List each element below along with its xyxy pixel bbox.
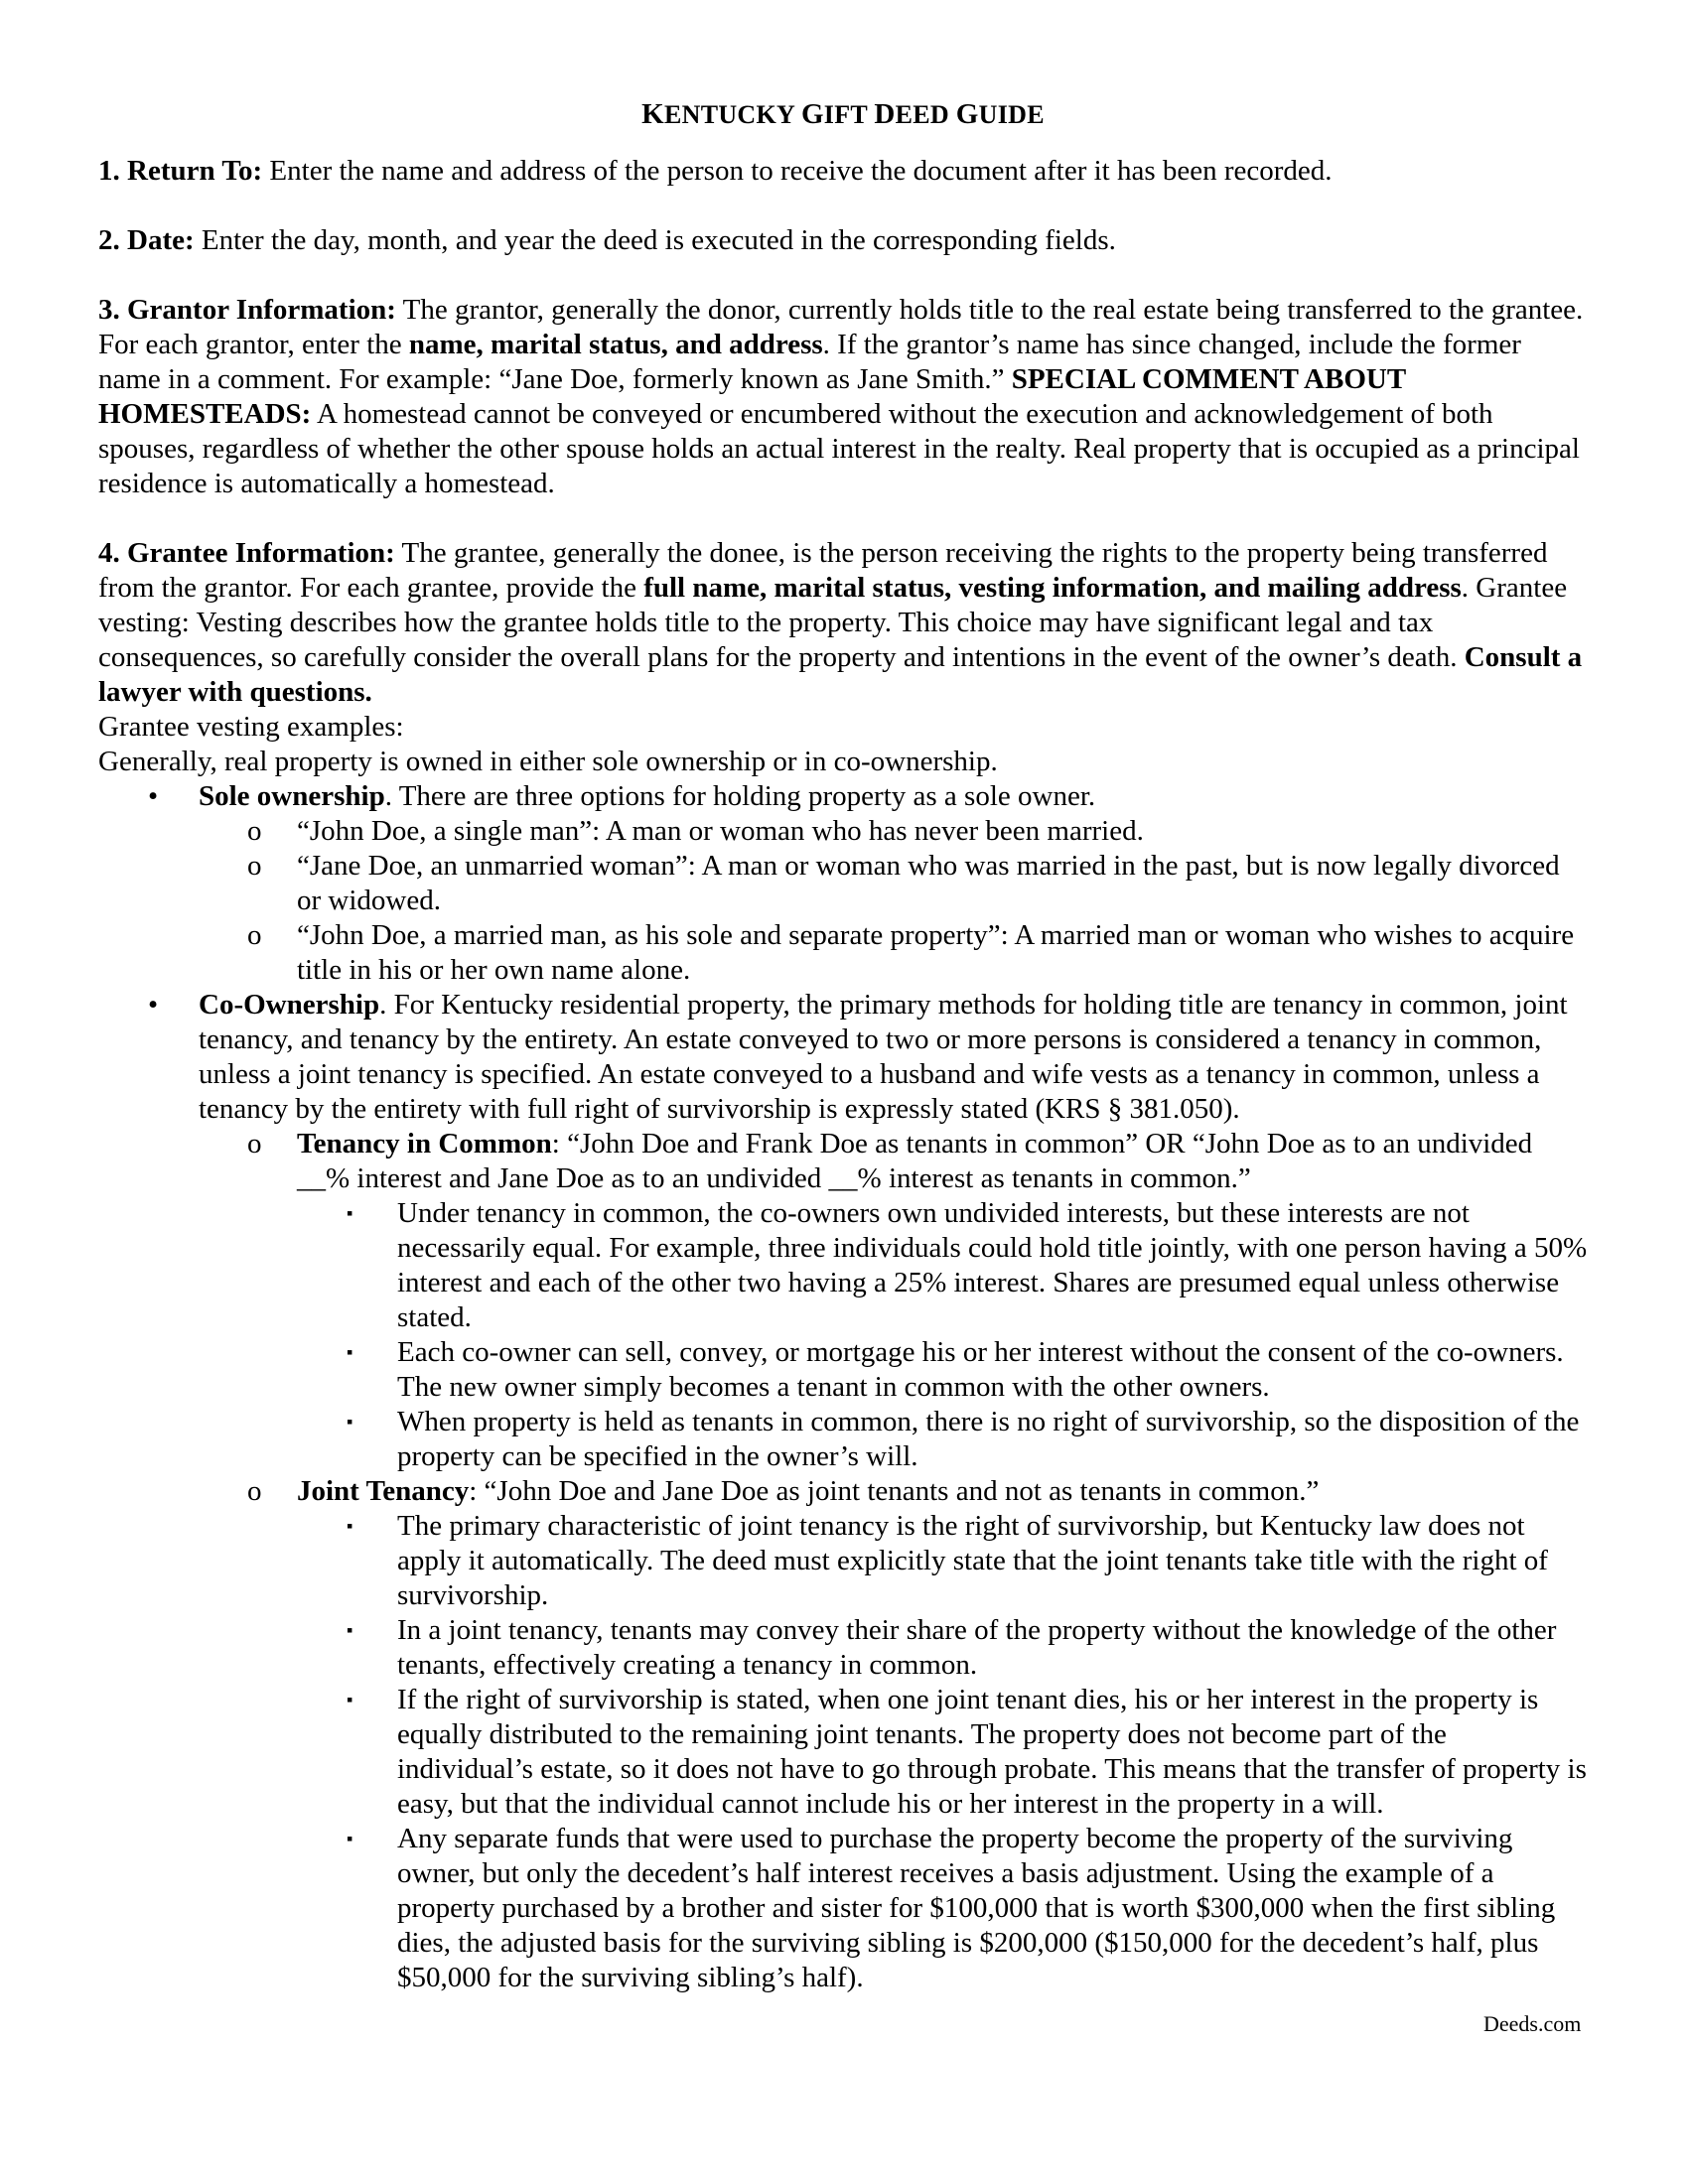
item-text: If the right of survivorship is stated, when one joint tenant dies, his or her interest in the property is equally distributed to the remaining joint tenants. The property does not become part of the individual’s estate, so it does not have to go through probate. This means that the transfer of property is easy, but that the individual cannot include his or her interest in the property in a will. (397, 1684, 1587, 1820)
item-text: “John Doe, a single man”: A man or woman who has never been married. (297, 815, 1144, 847)
vesting-intro: Generally, real property is owned in either sole ownership or in co-ownership. (98, 746, 998, 777)
square-marker: ▪ (347, 1690, 353, 1709)
title-part: IFT (823, 100, 875, 129)
list-item (98, 1822, 1588, 1995)
joint-tenancy-list (98, 1509, 1588, 1995)
item-text: In a joint tenancy, tenants may convey their share of the property without the knowledge of the other tenants, effectively creating a tenancy in common. (397, 1614, 1557, 1681)
page-title (98, 97, 1588, 132)
list-item (98, 1509, 1588, 1613)
title-part: G (955, 98, 979, 130)
item-text: : “John Doe and Frank Doe as tenants in common” OR “John Doe as to an undivided __% interest and Jane Doe as to an undivided __% interest as tenants in common.” (297, 1128, 1533, 1194)
section-bold-text: Consult a lawyer with questions. (98, 641, 1583, 708)
item-text: . There are three options for holding property as a sole owner. (384, 780, 1096, 812)
item-text: “John Doe, a married man, as his sole and separate property”: A married man or woman who wishes to acquire title in his or her own name alone. (297, 919, 1575, 986)
list-item (98, 1196, 1588, 1335)
item-label: Sole ownership (199, 780, 385, 812)
list-item (98, 849, 1588, 918)
vesting-heading: Grantee vesting examples: (98, 711, 404, 743)
item-text (98, 1127, 1588, 1196)
section-date (98, 223, 1588, 258)
section-label: 2. Date: (98, 224, 195, 256)
item-text: . For Kentucky residential property, the primary methods for holding title are tenancy in common, joint tenancy, and tenancy by the entirety. An estate conveyed to two or more persons is considered a tenancy in common, unless a joint tenancy is specified. An estate conveyed to a husband and wife vests as a tenancy in common, unless a tenancy by the entirety with full right of survivorship is expressly stated (KRS § 381.050). (199, 989, 1568, 1125)
section-text: The grantee, generally the donee, is the person receiving the rights to the property being transferred from the grantor. For each grantee, provide the (98, 537, 1548, 604)
section-label: 3. Grantor Information: (98, 294, 396, 326)
section-label: 4. Grantee Information: (98, 537, 395, 569)
square-marker: ▪ (347, 1342, 353, 1362)
item-text: Under tenancy in common, the co-owners own undivided interests, but these interests are not necessarily equal. For example, three individuals could hold title jointly, with one person having a 50% interest and each of the other two having a 25% interest. Shares are presumed equal unless otherwise stated. (397, 1197, 1588, 1333)
tenancy-in-common-list (98, 1196, 1588, 1474)
title-part: EED (895, 100, 956, 129)
item-text: The primary characteristic of joint tenancy is the right of survivorship, but Kentucky law does not apply it automatically. The deed must explicitly state that the joint tenants take title with the right of survivorship. (397, 1510, 1548, 1611)
circle-marker: o (247, 1475, 262, 1507)
section-bold-text: name, marital status, and address (408, 329, 823, 360)
list-item (98, 1474, 1588, 1995)
square-marker: ▪ (347, 1829, 353, 1848)
item-text: Any separate funds that were used to purchase the property become the property of the surviving owner, but only the decedent’s half interest receives a basis adjustment. Using the example of a property purchased by a brother and sister for $100,000 that is worth $300,000 when the first sibling dies, the adjusted basis for the surviving sibling is $200,000 ($150,000 for the decedent’s half, plus $50,000 for the surviving sibling’s half). (397, 1823, 1556, 1993)
grantee-paragraph (98, 536, 1588, 710)
section-return-to (98, 154, 1588, 189)
list-item (98, 1683, 1588, 1822)
section-text: The grantor, generally the donor, currently holds title to the real estate being transferred to the grantee. For each grantor, enter the (98, 294, 1584, 360)
title-part: D (874, 98, 896, 130)
square-marker: ▪ (347, 1412, 353, 1432)
title-part: G (800, 98, 824, 130)
item-text: When property is held as tenants in common, there is no right of survivorship, so the disposition of the property can be specified in the owner’s will. (397, 1406, 1580, 1472)
section-text: Enter the name and address of the person to receive the document after it has been recorded. (262, 155, 1333, 187)
list-item (98, 988, 1588, 1995)
item-label: Tenancy in Common (297, 1128, 552, 1160)
sole-options-list (98, 814, 1588, 988)
item-text: : “John Doe and Jane Doe as joint tenants and not as tenants in common.” (469, 1475, 1320, 1507)
ownership-list (98, 779, 1588, 1995)
section-text: . Grantee vesting: Vesting describes how the grantee holds title to the property. This choice may have significant legal and tax consequences, so carefully consider the overall plans for the property and intentions in the event of the owner’s death. (98, 572, 1568, 673)
section-text: Enter the day, month, and year the deed is executed in the corresponding fields. (194, 224, 1116, 256)
square-marker: ▪ (347, 1516, 353, 1536)
item-text: Each co-owner can sell, convey, or mortgage his or her interest without the consent of the co-owners. The new owner simply becomes a tenant in common with the other owners. (397, 1336, 1564, 1403)
list-item (98, 1127, 1588, 1474)
list-item (98, 918, 1588, 988)
square-marker: ▪ (347, 1203, 353, 1223)
list-item (98, 779, 1588, 988)
circle-marker: o (247, 1128, 262, 1160)
section-bold-text: SPECIAL COMMENT ABOUT HOMESTEADS: (98, 363, 1406, 430)
document-body (98, 97, 1588, 1995)
co-ownership-list (98, 1127, 1588, 1995)
section-text: . If the grantor’s name has since changed, include the former name in a comment. For example: “Jane Doe, formerly known as Jane Smith.” (98, 329, 1521, 395)
list-item (98, 1405, 1588, 1474)
title-part: K (641, 98, 664, 130)
item-text (98, 1474, 1588, 1509)
list-item (98, 814, 1588, 849)
circle-marker: o (247, 919, 262, 951)
square-marker: ▪ (347, 1620, 353, 1640)
circle-marker: o (247, 815, 262, 847)
item-label: Co-Ownership (199, 989, 380, 1021)
section-grantee (98, 536, 1588, 1995)
section-bold-text: full name, marital status, vesting information, and mailing address (643, 572, 1462, 604)
section-grantor (98, 293, 1588, 501)
circle-marker: o (247, 850, 262, 882)
item-text: “Jane Doe, an unmarried woman”: A man or woman who was married in the past, but is now legally divorced or widowed. (297, 850, 1560, 916)
section-text: A homestead cannot be conveyed or encumbered without the execution and acknowledgement of both spouses, regardless of whether the other spouse holds an actual interest in the realty. Real property that is occupied as a principal residence is automatically a homestead. (98, 398, 1580, 499)
list-item (98, 1335, 1588, 1405)
title-part: ENTUCKY (663, 100, 801, 129)
title-part: UIDE (978, 100, 1045, 129)
bullet-marker: • (148, 780, 159, 812)
list-item (98, 1613, 1588, 1683)
footer-source-label: Deeds.com (1483, 2011, 1582, 2036)
item-label: Joint Tenancy (297, 1475, 470, 1507)
bullet-marker: • (148, 989, 159, 1021)
section-label: 1. Return To: (98, 155, 263, 187)
